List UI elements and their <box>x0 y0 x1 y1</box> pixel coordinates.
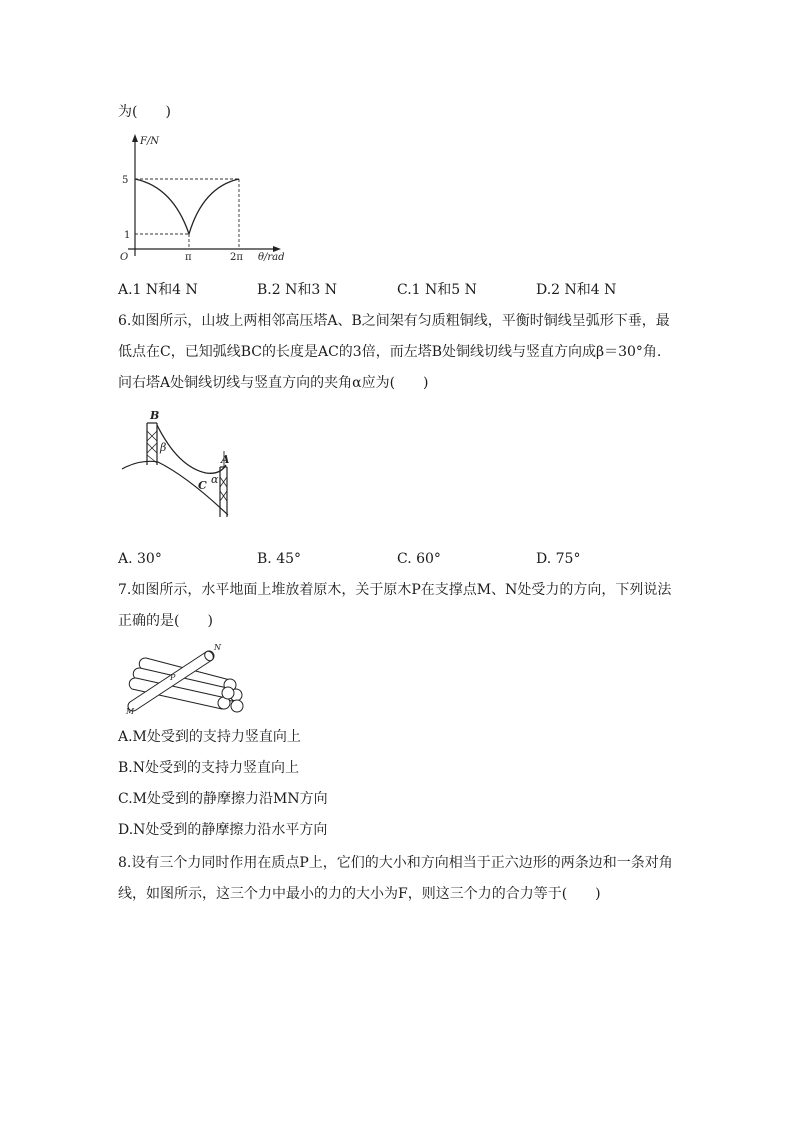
q6-label-b: B <box>150 409 160 422</box>
x-axis-label: θ/rad <box>258 252 285 263</box>
q6-line-2: 低点在C，已知弧线BC的长度是AC的3倍，而左塔B处铜线切线与竖直方向成β＝30°角. <box>118 344 662 360</box>
origin-label: O <box>120 252 129 263</box>
q7-option-d: D.N处受到的静摩擦力沿水平方向 <box>118 822 328 838</box>
q5-stem-tail: 为( ) <box>118 104 171 120</box>
q7-logs-figure <box>118 640 248 715</box>
q6-label-a: A <box>221 453 230 466</box>
q7-option-b: B.N处受到的支持力竖直向上 <box>118 760 299 776</box>
q6-label-c: C <box>198 479 207 492</box>
q5-option-d: D.2 N和4 N <box>536 282 617 298</box>
q6-line-3: 问右塔A处铜线切线与竖直方向的夹角α应为( ) <box>118 375 429 391</box>
x-tick-2pi: 2π <box>230 252 243 263</box>
q6-option-c: C. 60° <box>397 551 441 567</box>
q5-option-a: A.1 N和4 N <box>118 282 198 298</box>
q5-option-c: C.1 N和5 N <box>397 282 477 298</box>
q7-option-a: A.M处受到的支持力竖直向上 <box>118 729 301 745</box>
q6-label-alpha: α <box>211 473 219 486</box>
q6-towers-figure <box>118 407 243 522</box>
q7-line-1: 7.如图所示，水平地面上堆放着原木，关于原木P在支撑点M、N处受力的方向，下列说法 <box>118 582 672 598</box>
q6-option-b: B. 45° <box>257 551 302 567</box>
q7-label-m: M <box>126 707 135 716</box>
y-tick-1: 1 <box>124 230 131 241</box>
q6-option-d: D. 75° <box>536 551 581 567</box>
q5-force-angle-graph <box>118 132 288 262</box>
y-tick-5: 5 <box>122 175 129 186</box>
q8-line-2: 线，如图所示，这三个力中最小的力的大小为F，则这三个力的合力等于( ) <box>118 886 601 902</box>
y-axis-label: F/N <box>140 136 160 147</box>
q6-option-a: A. 30° <box>118 551 162 567</box>
q7-option-c: C.M处受到的静摩擦力沿MN方向 <box>118 791 328 807</box>
q7-label-p: P <box>170 673 176 682</box>
q7-label-n: N <box>214 643 221 652</box>
q6-line-1: 6.如图所示，山坡上两相邻高压塔A、B之间架有匀质粗铜线，平衡时铜线呈弧形下垂，最 <box>118 313 670 329</box>
q8-line-1: 8.设有三个力同时作用在质点P上，它们的大小和方向相当于正六边形的两条边和一条对角 <box>118 855 673 871</box>
q6-label-beta: β <box>160 441 167 454</box>
q7-line-2: 正确的是( ) <box>118 613 213 629</box>
x-tick-pi: π <box>185 252 192 263</box>
q5-option-b: B.2 N和3 N <box>257 282 337 298</box>
